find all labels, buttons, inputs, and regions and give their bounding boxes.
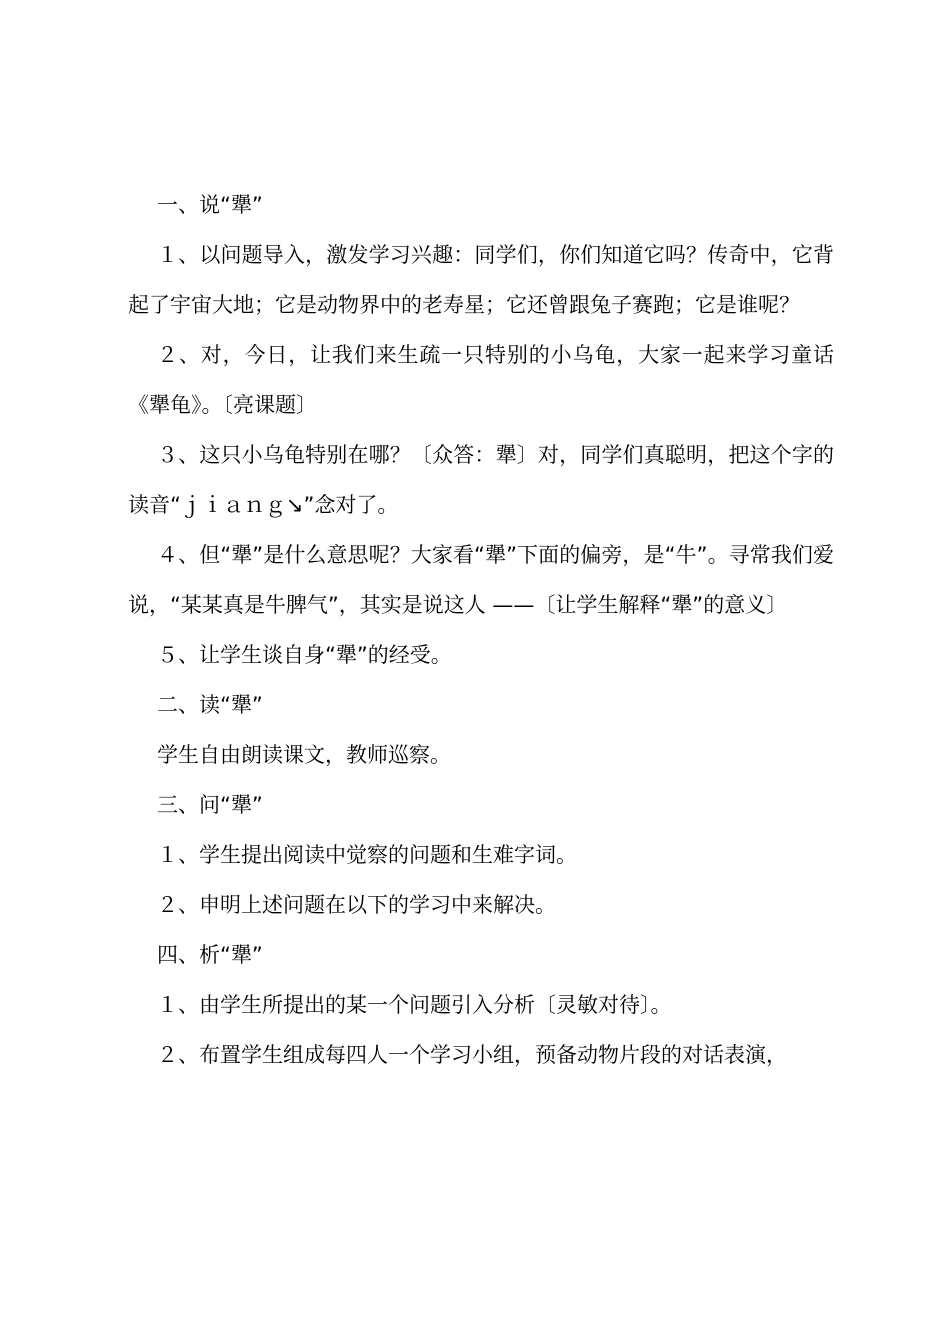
paragraph-1-1: １、以问题导入，激发学习兴趣：同学们，你们知道它吗？传奇中，它背起了宇宙大地；它是动物界中的老寿星；它还曾跟兔子赛跑；它是谁呢？ [128, 243, 834, 317]
paragraph-3-1: １、学生提出阅读中觉察的问题和生难字词。 [157, 843, 577, 867]
document-body [128, 180, 834, 1080]
paragraph-3-2: ２、申明上述问题在以下的学习中来解决。 [157, 893, 556, 917]
paragraph-1-5: ５、让学生谈自身“犟”的经受。 [157, 643, 452, 667]
paragraph-4-1: １、由学生所提出的某一个问题引入分析〔灵敏对待〕。 [157, 993, 672, 1017]
paragraph-1-3: ３、这只小乌龟特别在哪？〔众答：犟〕对，同学们真聪明，把这个字的读音“ｊｉａｎｇ↘”念对了。 [128, 443, 834, 517]
paragraph-2-1: 学生自由朗读课文，教师巡察。 [157, 743, 451, 767]
paragraph-1-4: ４、但“犟”是什么意思呢？大家看“犟”下面的偏旁，是“牛”。寻常我们爱说，“某某真是牛脾气”，其实是说这人 ——〔让学生解释“犟”的意义〕 [128, 543, 834, 617]
section-heading-2: 二、读“犟” [157, 693, 263, 717]
paragraph-4-2: ２、布置学生组成每四人一个学习小组，预备动物片段的对话表演， [157, 1043, 787, 1067]
section-heading-3: 三、问“犟” [157, 793, 263, 817]
section-heading-1: 一、说“犟” [157, 193, 263, 217]
section-heading-4: 四、析“犟” [157, 943, 263, 967]
paragraph-1-2: ２、对，今日，让我们来生疏一只特别的小乌龟，大家一起来学习童话《犟龟》。〔亮课题〕 [128, 343, 834, 417]
